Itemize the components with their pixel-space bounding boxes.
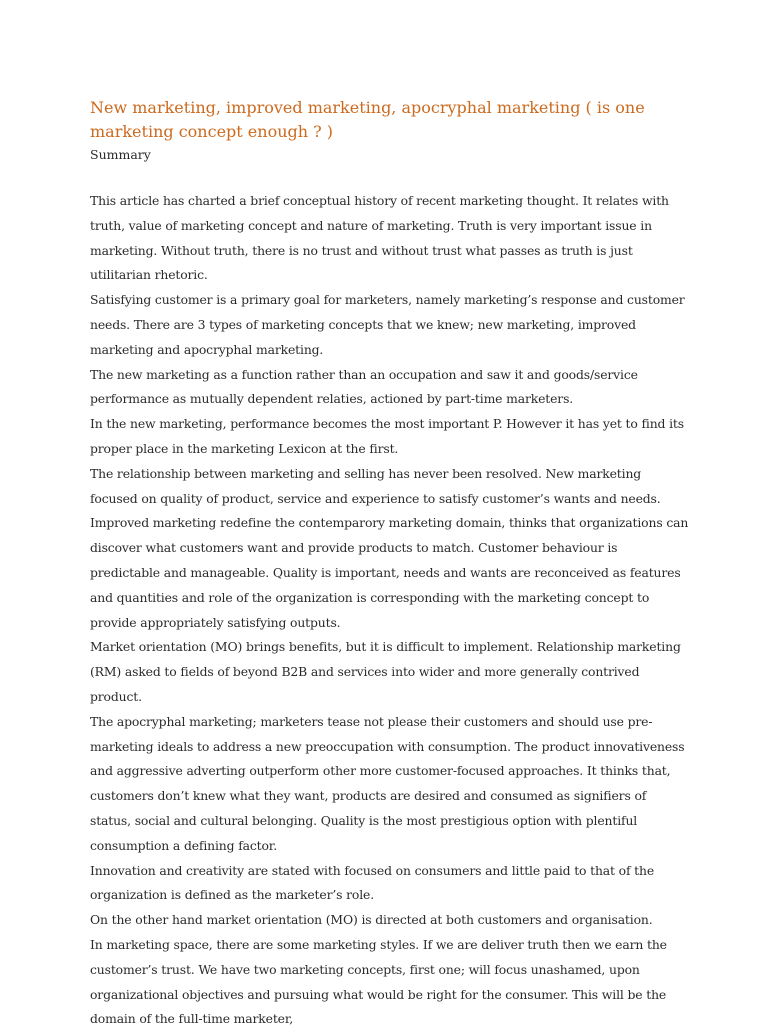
document-body — [90, 189, 690, 1032]
paragraph-2: Satisfying customer is a primary goal for marketers, namely marketing’s response and customer needs. There are 3 types of marketing concepts that we knew; new marketing, improved marketing and apocryphal marketing. — [90, 292, 685, 357]
paragraph-7: Market orientation (MO) brings benefits, but it is difficult to implement. Relationship marketing (RM) asked to fields of beyond B2B and services into wider and more generally contrived product. — [90, 639, 681, 704]
paragraph-5: The relationship between marketing and selling has never been resolved. New marketing focused on quality of product, service and experience to satisfy customer’s wants and needs. — [90, 465, 661, 506]
paragraph-11: In marketing space, there are some marketing styles. If we are deliver truth then we earn the customer’s trust. We have two marketing concepts, first one; will focus unashamed, upon organizational objectives and pursuing what would be right for the consumer. This will be the domain of the full-time marketer, — [90, 936, 667, 1027]
paragraph-6: Improved marketing redefine the contemparory marketing domain, thinks that organizations can discover what customers want and provide products to match. Customer behaviour is predictable and manageable. Quality is important, needs and wants are reconceived as features and quantities and role of the organization is corresponding with the marketing concept to provide appropriately satisfying outputs. — [90, 515, 689, 630]
document-page — [90, 96, 690, 1032]
paragraph-4: In the new marketing, performance becomes the most important P. However it has yet to find its proper place in the marketing Lexicon at the first. — [90, 416, 684, 456]
paragraph-1: This article has charted a brief conceptual history of recent marketing thought. It relates with truth, value of marketing concept and nature of marketing. Truth is very important issue in marketing. Without truth, there is no trust and without trust what passes as truth is just utilitarian rhetoric. — [90, 193, 669, 283]
paragraph-10: On the other hand market orientation (MO) is directed at both customers and organisation. — [90, 912, 653, 928]
paragraph-8: The apocryphal marketing; marketers tease not please their customers and should use pre-marketing ideals to address a new preoccupation with consumption. The product innovativeness and aggressive adverting outperform other more customer-focused approaches. It thinks that, customers don’t knew what they want, products are desired and consumed as signifiers of status, social and cultural belonging. Quality is the most prestigious option with plentiful consumption a defining factor. — [90, 713, 685, 853]
document-title: New marketing, improved marketing, apocryphal marketing ( is one marketing concept enough ? ) — [90, 98, 645, 141]
paragraph-9: Innovation and creativity are stated with focused on consumers and little paid to that of the organization is defined as the marketer’s role. — [90, 862, 655, 903]
paragraph-3: The new marketing as a function rather than an occupation and saw it and goods/service performance as mutually dependent relaties, actioned by part-time marketers. — [90, 366, 638, 407]
summary-label: Summary — [90, 147, 151, 162]
